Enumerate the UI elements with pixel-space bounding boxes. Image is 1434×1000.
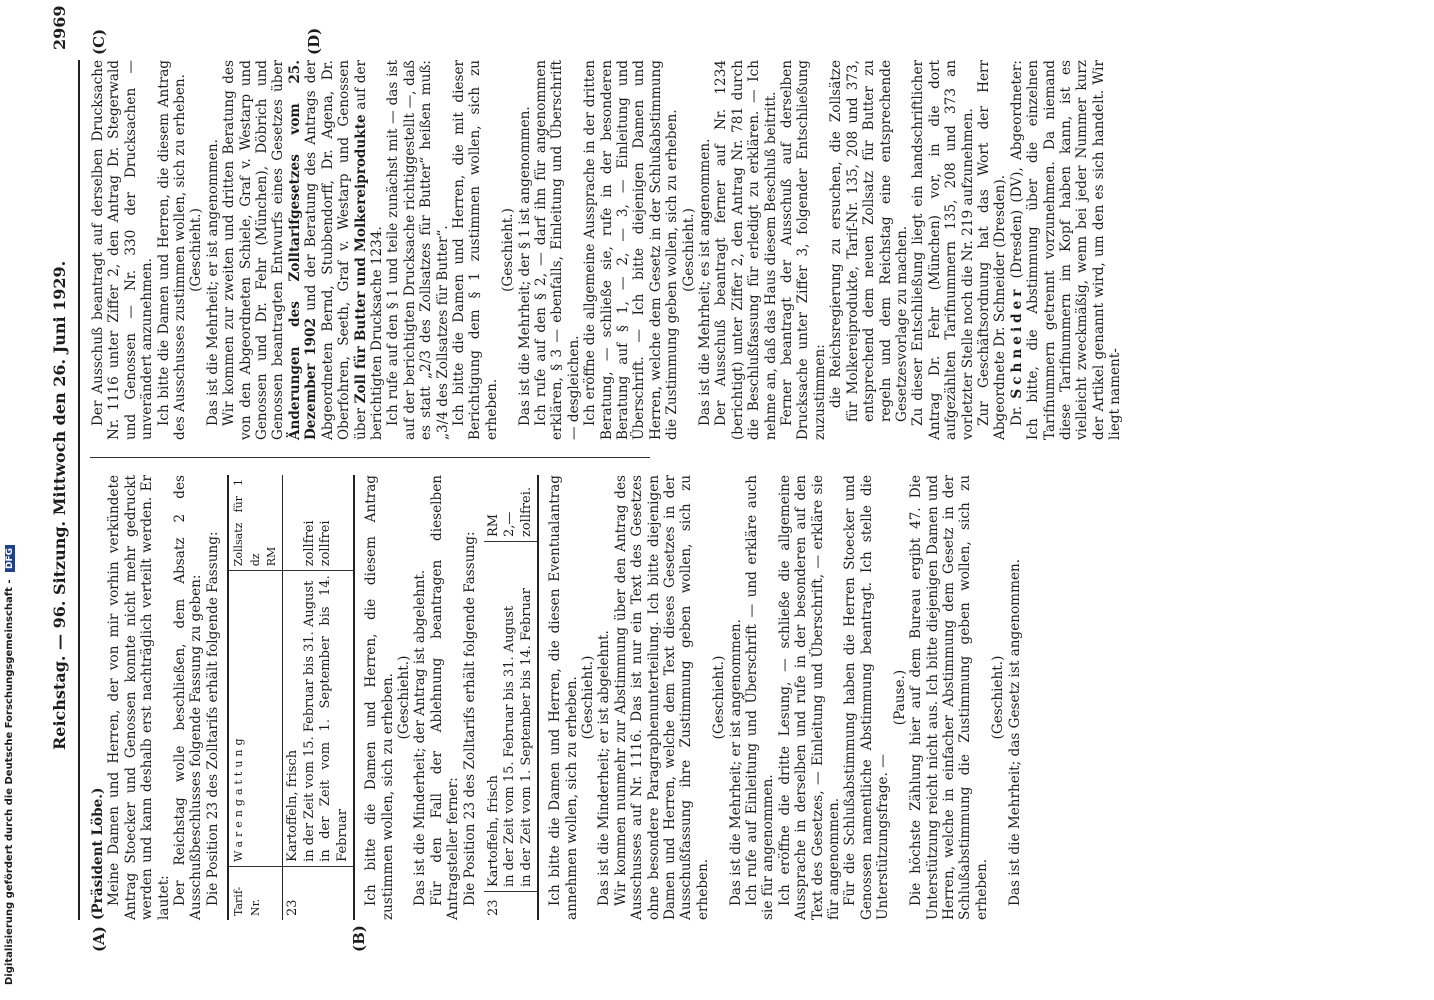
- speaker-label: (Präsident Löbe.): [90, 787, 106, 920]
- paragraph: Dr. Schneider (Dresden) (DV), Abgeordneter: Ich bitte, die Abstimmung über die einzelnen Tarifnummern getrennt vorzunehmen. Da niemand diese Tarifnummern im Kopf haben kann, ist es vielleicht zweckmäßig, wenn bei jeder Nummer kurz der Artikel genannt wird, um den es sich handelt. Wir liegt nament-: [1008, 60, 1124, 440]
- stage-direction: (Geschieht.): [579, 655, 596, 740]
- paragraph: Das ist die Mehrheit; er ist angenommen.: [727, 619, 744, 906]
- bill-title: Änderungen des Zolltarifgesetzes vom 25. Dezember 1902: [286, 60, 320, 440]
- motion-title: Zoll für Butter und Molkereiprodukte: [352, 114, 369, 404]
- table-header-nr: Tarif-Nr.: [228, 866, 283, 920]
- paragraph: Der Ausschuß beantragt auf derselben Drucksache Nr. 1116 unter Ziffer 2, den Antrag Dr. Stegerwald und Genossen — Nr. 330 der Drucksachen — unverändert anzunehmen.: [90, 60, 156, 440]
- paragraph: Meine Damen und Herren, der von mir vorhin verkündete Antrag Stoecker und Genossen konnte nicht mehr gedruckt werden und kann deshalb erst nachträglich verteilt werden. Er lautet:: [106, 475, 172, 920]
- paragraph: Das ist die Minderheit; er ist abgelehnt.: [596, 630, 613, 906]
- paragraph: Für die Schlußabstimmung haben die Herren Stoecker und Genossen namentliche Abstimmung beantragt. Ich stelle die Unterstützungsfrage. —: [842, 475, 892, 920]
- speaker-name: Schneider: [1008, 285, 1025, 399]
- paragraph: Der Ausschuß beantragt ferner auf Nr. 1234 (berichtigt) unter Ziffer 2, den Antrag Nr. 781 durch die Beschlußfassung für erledigt zu erklären. — Ich nehme an, daß das Haus diesem Beschluß beitritt.: [713, 60, 779, 440]
- paragraph: Ich bitte die Damen und Herren, die mit dieser Berichtigung dem § 1 zustimmen wollen, sich zu erheben.: [450, 60, 500, 440]
- paragraph: Ich bitte die Damen und Herren, die diesem Antrag des Ausschusses zustimmen wollen, sich zu erheben.: [155, 60, 189, 440]
- paragraph: Das ist die Mehrheit; der § 1 ist angenommen.: [516, 106, 533, 426]
- tariff-table: [227, 475, 355, 920]
- paragraph: Zu dieser Entschließung liegt ein handschriftlicher Antrag Dr. Fehr (München) vor, in die dort aufgezählten Tarifnummern 135, 208 und 373 an vorletzter Stelle noch die Nr. 219 aufzunehmen.: [910, 60, 976, 440]
- paragraph: Ich bitte die Damen und Herren, die diesem Antrag zustimmen wollen, sich zu erheben.: [363, 475, 396, 920]
- paragraph: Die Position 23 des Zolltarifs erhält folgende Fassung:: [461, 531, 478, 906]
- paragraph: Das ist die Mehrheit; es ist angenommen.: [697, 138, 714, 426]
- margin-mark-a: (A): [90, 926, 108, 952]
- paragraph: Ich eröffne die allgemeine Aussprache in der dritten Beratung, — schließe sie, rufe in der besonderen Beratung auf § 1, — 2, — 3, — Einleitung und Überschrift. — Ich bitte diejenigen Damen und Herren, welche dem Gesetz in der Schlußabstimmung die Zustimmung geben wollen, sich zu erheben.: [582, 60, 681, 440]
- digitization-footer: [4, 547, 18, 985]
- margin-mark-c: (C): [90, 28, 108, 55]
- paragraph: Zur Geschäftsordnung hat das Wort der Herr Abgeordnete Dr. Schneider (Dresden).: [975, 60, 1009, 440]
- right-column: [90, 60, 1124, 440]
- margin-mark-d: (D): [305, 27, 323, 55]
- paragraph: Die höchste Zählung hier auf dem Bureau ergibt 47. Die Unterstützung reicht nicht aus. Ich bitte diejenigen Damen und Herren, welche in einfacher Abstimmung dem Gesetz in der Schlußabstimmung die Zustimmung geben wollen, sich zu erheben.: [908, 475, 990, 920]
- paragraph: Ferner beantragt der Ausschuß auf derselben Drucksache unter Ziffer 3, folgender Entschließung zuzustimmen:: [779, 60, 828, 440]
- stage-direction: (Geschieht.): [990, 655, 1007, 740]
- column-divider: [90, 457, 650, 458]
- paragraph: Das ist die Mehrheit; das Gesetz ist angenommen.: [1006, 558, 1023, 906]
- table-row: 23 Kartoffeln, frisch in der Zeit vom 15. Februar bis 31. August in der Zeit vom 1. September bis 14. Februar zollfrei zollfrei: [283, 475, 354, 920]
- stage-direction: (Geschieht.): [395, 655, 412, 740]
- margin-mark-b: (B): [350, 925, 368, 952]
- dfg-logo: DFG: [5, 545, 15, 572]
- header-rule: [78, 60, 80, 920]
- paragraph: Das ist die Mehrheit; er ist angenommen.: [204, 139, 221, 426]
- stage-direction: (Pause.): [891, 669, 908, 726]
- running-head: Reichstag. — 96. Sitzung. Mittwoch den 26. Juni 1929.: [50, 260, 69, 750]
- scanned-page: [20, 5, 1400, 1000]
- paragraph: Ich bitte die Damen und Herren, die diesen Eventualantrag annehmen wollen, sich zu erheben.: [547, 475, 580, 920]
- paragraph: Der Reichstag wolle beschließen, dem Absatz 2 des Ausschußbeschlusses folgende Fassung zu geben:: [172, 475, 205, 920]
- footer-text: Digitalisierung gefördert durch die Deutsche Forschungsgemeinschaft -: [4, 579, 15, 985]
- paragraph: Ich rufe auf Einleitung und Überschrift — und erkläre auch sie für angenommen.: [744, 475, 777, 920]
- left-column: [90, 475, 1023, 920]
- paragraph: Für den Fall der Ablehnung beantragen dieselben Antragsteller ferner:: [428, 475, 462, 920]
- paragraph: Wir kommen zur zweiten und dritten Beratung des von den Abgeordneten Schiele, Graf v. Westarp und Genossen und Dr. Fehr (München), Döbrich und Genossen beantragten Entwurfs eines Gesetzes über Änderungen des Zolltarifgesetzes vom 25. Dezember 1902 und der Beratung des Antrags der Abgeordneten Bernd, Stubbendorff, Dr. Agena, Dr. Oberfohren, Seeth, Graf v. Westarp und Genossen über Zoll für Butter und Molkereiprodukte auf der berichtigten Drucksache 1234.: [221, 60, 385, 440]
- paragraph: Das ist die Minderheit; der Antrag ist abgelehnt.: [412, 569, 429, 906]
- stage-direction: (Geschieht.): [680, 208, 697, 292]
- table-header-duty: Zollsatz für 1 dz RM: [228, 475, 283, 571]
- page-number: 2969: [50, 5, 69, 50]
- table-header-goods: Warengattung: [228, 571, 283, 867]
- tariff-table-2: [484, 475, 539, 920]
- paragraph: Ich rufe auf den § 1 und teile zunächst mit — das ist auf der berichtigten Drucksache richtiggestellt —, daß es statt „2/3 des Zollsatzes für Butter“ heißen muß: „3/4 des Zollsatzes für Butter“.: [385, 60, 451, 440]
- table-row: 23 Kartoffeln, frisch in der Zeit vom 15. Februar bis 31. August in der Zeit vom 1. September bis 14. Februar RM 2,— zollfrei.: [484, 475, 538, 920]
- paragraph: Wir kommen nunmehr zur Abstimmung über den Antrag des Ausschusses auf Nr. 1116. Das ist nur ein Text des Gesetzes ohne besondere Paragraphenunterteilung. Ich bitte diejenigen Damen und Herren, welche dem Text dieses Gesetzes in der Ausschußfassung ihre Zustimmung geben wollen, sich zu erheben.: [612, 475, 711, 920]
- paragraph: Ich eröffne die dritte Lesung, — schließe die allgemeine Aussprache in derselben und rufe in der besonderen auf den Text des Gesetzes, — Einleitung und Überschrift, — erkläre sie für angenommen.: [776, 475, 843, 920]
- paragraph: Ich rufe auf den § 2, — darf ihn für angenommen erklären, § 3 — ebenfalls, Einleitung und Überschrift — desgleichen.: [532, 60, 582, 440]
- paragraph: Die Position 23 des Zolltarifs erhält folgende Fassung:: [204, 531, 221, 906]
- stage-direction: (Geschieht.): [711, 655, 728, 740]
- stage-direction: (Geschieht.): [500, 208, 517, 292]
- stage-direction: (Geschieht.): [188, 208, 205, 292]
- quoted-resolution: die Reichsregierung zu ersuchen, die Zollsätze für Molkereiprodukte, Tarif-Nr. 135, 208 und 373, entsprechend dem neuen Zollsatz für Butter zu regeln und dem Reichstag eine entsprechende Gesetzesvorlage zu machen.: [828, 60, 910, 422]
